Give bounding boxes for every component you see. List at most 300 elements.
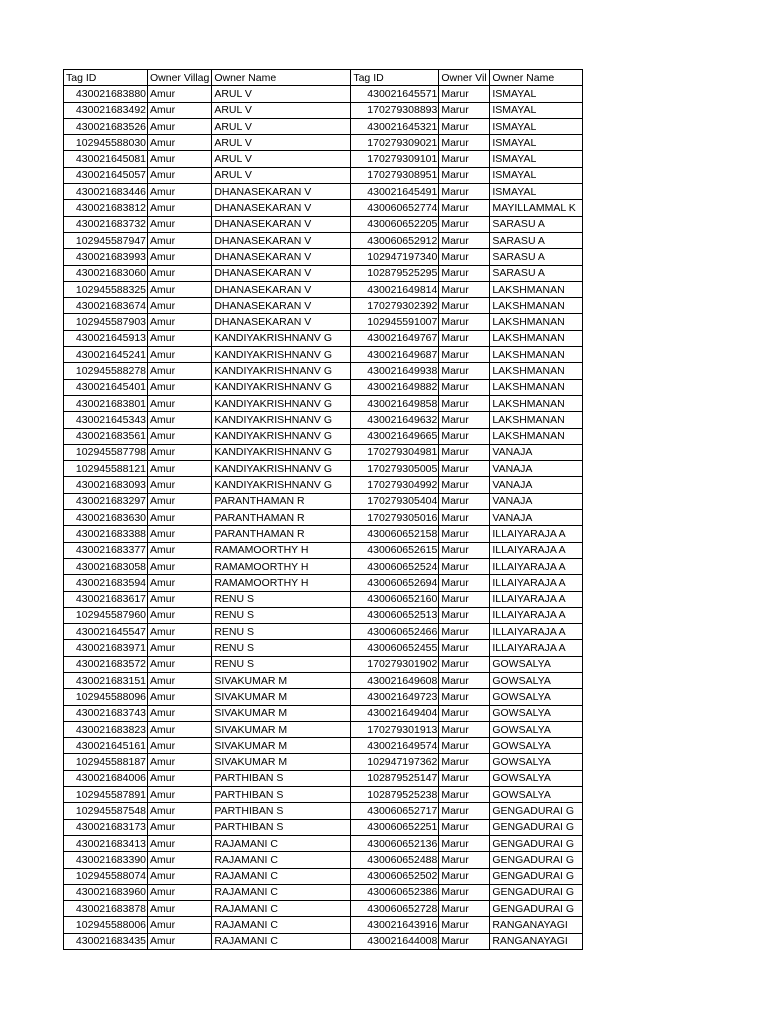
tag-id-cell: 430021649632 <box>351 412 439 428</box>
tag-id-cell: 430021644008 <box>351 933 439 949</box>
owner-village-cell: Amur <box>148 754 212 770</box>
owner-name-cell: ILLAIYARAJA A <box>490 542 583 558</box>
tag-id-cell: 430060652160 <box>351 591 439 607</box>
owner-village-cell: Marur <box>439 835 490 851</box>
tag-id-cell: 102945588187 <box>64 754 148 770</box>
owner-name-cell: KANDIYAKRISHNANV G <box>212 395 351 411</box>
owner-name-cell: KANDIYAKRISHNANV G <box>212 428 351 444</box>
owner-name-cell: SIVAKUMAR M <box>212 672 351 688</box>
owner-name-cell: ARUL V <box>212 151 351 167</box>
tag-id-cell: 430021645241 <box>64 347 148 363</box>
header-tag-id-2: Tag ID <box>351 70 439 86</box>
owner-name-cell: RENU S <box>212 656 351 672</box>
tag-id-cell: 102945587903 <box>64 314 148 330</box>
owner-name-cell: VANAJA <box>490 510 583 526</box>
owner-village-cell: Amur <box>148 640 212 656</box>
owner-name-cell: LAKSHMANAN <box>490 330 583 346</box>
tag-id-cell: 430021683743 <box>64 705 148 721</box>
owner-name-cell: SIVAKUMAR M <box>212 721 351 737</box>
owner-village-cell: Marur <box>439 493 490 509</box>
owner-village-cell: Marur <box>439 640 490 656</box>
owner-village-cell: Marur <box>439 461 490 477</box>
tag-owner-table <box>63 69 583 950</box>
tag-id-cell: 430021645571 <box>351 86 439 102</box>
tag-id-cell: 430060652136 <box>351 835 439 851</box>
owner-name-cell: DHANASEKARAN V <box>212 216 351 232</box>
tag-id-cell: 430060652524 <box>351 558 439 574</box>
owner-name-cell: DHANASEKARAN V <box>212 200 351 216</box>
header-owner-name-2: Owner Name <box>490 70 583 86</box>
tag-id-cell: 430021683058 <box>64 558 148 574</box>
owner-name-cell: KANDIYAKRISHNANV G <box>212 477 351 493</box>
tag-id-cell: 102879525295 <box>351 265 439 281</box>
owner-village-cell: Marur <box>439 901 490 917</box>
owner-village-cell: Amur <box>148 510 212 526</box>
owner-name-cell: ILLAIYARAJA A <box>490 624 583 640</box>
owner-name-cell: ILLAIYARAJA A <box>490 591 583 607</box>
owner-name-cell: KANDIYAKRISHNANV G <box>212 363 351 379</box>
tag-id-cell: 430021683390 <box>64 852 148 868</box>
table-row <box>64 754 583 770</box>
tag-id-cell: 430021684006 <box>64 770 148 786</box>
table-row <box>64 249 583 265</box>
owner-village-cell: Marur <box>439 249 490 265</box>
tag-id-cell: 170279305005 <box>351 461 439 477</box>
owner-name-cell: DHANASEKARAN V <box>212 249 351 265</box>
tag-id-cell: 430021649814 <box>351 281 439 297</box>
header-row <box>64 70 583 86</box>
owner-village-cell: Amur <box>148 868 212 884</box>
owner-name-cell: ISMAYAL <box>490 86 583 102</box>
owner-name-cell: SARASU A <box>490 216 583 232</box>
table-row <box>64 167 583 183</box>
tag-id-cell: 430060652251 <box>351 819 439 835</box>
owner-village-cell: Amur <box>148 216 212 232</box>
owner-name-cell: ISMAYAL <box>490 167 583 183</box>
owner-village-cell: Marur <box>439 933 490 949</box>
owner-name-cell: ILLAIYARAJA A <box>490 558 583 574</box>
owner-name-cell: ARUL V <box>212 167 351 183</box>
owner-name-cell: RAJAMANI C <box>212 933 351 949</box>
owner-name-cell: RENU S <box>212 591 351 607</box>
tag-id-cell: 430021645321 <box>351 118 439 134</box>
owner-village-cell: Marur <box>439 167 490 183</box>
tag-id-cell: 430021683801 <box>64 395 148 411</box>
owner-name-cell: GOWSALYA <box>490 656 583 672</box>
owner-village-cell: Marur <box>439 363 490 379</box>
tag-id-cell: 430021645057 <box>64 167 148 183</box>
owner-village-cell: Amur <box>148 575 212 591</box>
table-row <box>64 363 583 379</box>
owner-village-cell: Marur <box>439 265 490 281</box>
owner-village-cell: Marur <box>439 102 490 118</box>
table-row <box>64 395 583 411</box>
owner-village-cell: Marur <box>439 232 490 248</box>
table-row <box>64 672 583 688</box>
header-owner-village-2: Owner Vil <box>439 70 490 86</box>
tag-id-cell: 102945587798 <box>64 444 148 460</box>
table-row <box>64 461 583 477</box>
owner-name-cell: ARUL V <box>212 135 351 151</box>
owner-village-cell: Amur <box>148 656 212 672</box>
owner-village-cell: Marur <box>439 314 490 330</box>
owner-village-cell: Marur <box>439 200 490 216</box>
owner-village-cell: Amur <box>148 167 212 183</box>
owner-village-cell: Marur <box>439 607 490 623</box>
table-row <box>64 216 583 232</box>
tag-id-cell: 102945587960 <box>64 607 148 623</box>
owner-village-cell: Marur <box>439 575 490 591</box>
owner-village-cell: Amur <box>148 184 212 200</box>
owner-name-cell: DHANASEKARAN V <box>212 281 351 297</box>
owner-village-cell: Amur <box>148 395 212 411</box>
owner-village-cell: Marur <box>439 135 490 151</box>
owner-name-cell: KANDIYAKRISHNANV G <box>212 461 351 477</box>
table-row <box>64 542 583 558</box>
owner-name-cell: DHANASEKARAN V <box>212 314 351 330</box>
header-owner-village-1: Owner Villag <box>148 70 212 86</box>
owner-village-cell: Marur <box>439 624 490 640</box>
table-row <box>64 86 583 102</box>
table-row <box>64 444 583 460</box>
owner-name-cell: MAYILLAMMAL K <box>490 200 583 216</box>
table-row <box>64 575 583 591</box>
owner-village-cell: Marur <box>439 558 490 574</box>
owner-name-cell: GOWSALYA <box>490 770 583 786</box>
owner-name-cell: RAMAMOORTHY H <box>212 575 351 591</box>
owner-name-cell: GOWSALYA <box>490 738 583 754</box>
owner-name-cell: PARANTHAMAN R <box>212 510 351 526</box>
tag-id-cell: 102945588074 <box>64 868 148 884</box>
owner-name-cell: SIVAKUMAR M <box>212 705 351 721</box>
owner-village-cell: Marur <box>439 477 490 493</box>
tag-id-cell: 430021649665 <box>351 428 439 444</box>
owner-name-cell: GOWSALYA <box>490 787 583 803</box>
tag-id-cell: 102945588325 <box>64 281 148 297</box>
tag-id-cell: 430021683377 <box>64 542 148 558</box>
tag-id-cell: 430021683617 <box>64 591 148 607</box>
tag-id-cell: 102947197362 <box>351 754 439 770</box>
owner-name-cell: ARUL V <box>212 118 351 134</box>
owner-village-cell: Amur <box>148 428 212 444</box>
owner-village-cell: Marur <box>439 689 490 705</box>
owner-village-cell: Amur <box>148 102 212 118</box>
owner-village-cell: Amur <box>148 787 212 803</box>
tag-id-cell: 430021645401 <box>64 379 148 395</box>
owner-name-cell: PARTHIBAN S <box>212 787 351 803</box>
owner-village-cell: Amur <box>148 298 212 314</box>
table-row <box>64 314 583 330</box>
owner-name-cell: KANDIYAKRISHNANV G <box>212 379 351 395</box>
owner-name-cell: RAJAMANI C <box>212 852 351 868</box>
owner-name-cell: RANGANAYAGI <box>490 917 583 933</box>
tag-id-cell: 170279304981 <box>351 444 439 460</box>
tag-id-cell: 430021683993 <box>64 249 148 265</box>
tag-id-cell: 430021683561 <box>64 428 148 444</box>
header-tag-id-1: Tag ID <box>64 70 148 86</box>
owner-name-cell: RANGANAYAGI <box>490 933 583 949</box>
table-row <box>64 135 583 151</box>
owner-name-cell: VANAJA <box>490 444 583 460</box>
owner-village-cell: Amur <box>148 542 212 558</box>
owner-village-cell: Amur <box>148 151 212 167</box>
tag-id-cell: 430060652455 <box>351 640 439 656</box>
tag-id-cell: 430021683732 <box>64 216 148 232</box>
owner-village-cell: Marur <box>439 868 490 884</box>
tag-id-cell: 430060652615 <box>351 542 439 558</box>
owner-name-cell: GOWSALYA <box>490 754 583 770</box>
table-row <box>64 102 583 118</box>
owner-village-cell: Amur <box>148 86 212 102</box>
owner-village-cell: Amur <box>148 363 212 379</box>
owner-village-cell: Amur <box>148 917 212 933</box>
owner-name-cell: DHANASEKARAN V <box>212 232 351 248</box>
tag-id-cell: 170279308951 <box>351 167 439 183</box>
table-row <box>64 624 583 640</box>
owner-village-cell: Marur <box>439 184 490 200</box>
owner-name-cell: ILLAIYARAJA A <box>490 575 583 591</box>
tag-id-cell: 430021645161 <box>64 738 148 754</box>
tag-id-cell: 430021645491 <box>351 184 439 200</box>
tag-id-cell: 102945591007 <box>351 314 439 330</box>
owner-name-cell: PARTHIBAN S <box>212 770 351 786</box>
table-row <box>64 656 583 672</box>
tag-id-cell: 430021683960 <box>64 884 148 900</box>
table-row <box>64 787 583 803</box>
owner-village-cell: Amur <box>148 558 212 574</box>
tag-id-cell: 430060652513 <box>351 607 439 623</box>
owner-village-cell: Amur <box>148 249 212 265</box>
owner-village-cell: Marur <box>439 379 490 395</box>
table-row <box>64 721 583 737</box>
table-row <box>64 265 583 281</box>
table-row <box>64 412 583 428</box>
owner-name-cell: GOWSALYA <box>490 689 583 705</box>
tag-id-cell: 430060652694 <box>351 575 439 591</box>
tag-id-cell: 430021683446 <box>64 184 148 200</box>
owner-village-cell: Marur <box>439 803 490 819</box>
tag-id-cell: 430021649882 <box>351 379 439 395</box>
owner-name-cell: ISMAYAL <box>490 184 583 200</box>
table-row <box>64 151 583 167</box>
owner-village-cell: Amur <box>148 281 212 297</box>
tag-id-cell: 102945588030 <box>64 135 148 151</box>
owner-village-cell: Amur <box>148 689 212 705</box>
owner-name-cell: LAKSHMANAN <box>490 281 583 297</box>
table-row <box>64 917 583 933</box>
tag-id-cell: 170279305016 <box>351 510 439 526</box>
table-row <box>64 118 583 134</box>
owner-name-cell: KANDIYAKRISHNANV G <box>212 347 351 363</box>
owner-village-cell: Amur <box>148 135 212 151</box>
tag-id-cell: 430021683388 <box>64 526 148 542</box>
owner-village-cell: Amur <box>148 232 212 248</box>
owner-name-cell: PARTHIBAN S <box>212 803 351 819</box>
owner-name-cell: DHANASEKARAN V <box>212 184 351 200</box>
owner-name-cell: PARTHIBAN S <box>212 819 351 835</box>
owner-village-cell: Marur <box>439 395 490 411</box>
owner-name-cell: GOWSALYA <box>490 721 583 737</box>
tag-id-cell: 430021683674 <box>64 298 148 314</box>
owner-name-cell: KANDIYAKRISHNANV G <box>212 444 351 460</box>
tag-id-cell: 170279309101 <box>351 151 439 167</box>
tag-id-cell: 430060652774 <box>351 200 439 216</box>
tag-id-cell: 430021683572 <box>64 656 148 672</box>
owner-name-cell: GOWSALYA <box>490 672 583 688</box>
tag-id-cell: 430060652386 <box>351 884 439 900</box>
owner-name-cell: ARUL V <box>212 86 351 102</box>
owner-village-cell: Amur <box>148 379 212 395</box>
owner-village-cell: Marur <box>439 754 490 770</box>
owner-village-cell: Marur <box>439 118 490 134</box>
owner-name-cell: RENU S <box>212 640 351 656</box>
owner-name-cell: LAKSHMANAN <box>490 379 583 395</box>
owner-village-cell: Marur <box>439 672 490 688</box>
tag-id-cell: 170279305404 <box>351 493 439 509</box>
owner-name-cell: PARANTHAMAN R <box>212 526 351 542</box>
owner-name-cell: LAKSHMANAN <box>490 412 583 428</box>
owner-village-cell: Amur <box>148 265 212 281</box>
owner-village-cell: Marur <box>439 412 490 428</box>
owner-name-cell: RAMAMOORTHY H <box>212 558 351 574</box>
table-row <box>64 232 583 248</box>
table-row <box>64 428 583 444</box>
owner-name-cell: ARUL V <box>212 102 351 118</box>
tag-id-cell: 430060652466 <box>351 624 439 640</box>
tag-id-cell: 430060652717 <box>351 803 439 819</box>
owner-village-cell: Marur <box>439 591 490 607</box>
tag-id-cell: 430060652912 <box>351 232 439 248</box>
owner-village-cell: Marur <box>439 216 490 232</box>
table-row <box>64 200 583 216</box>
tag-id-cell: 170279304992 <box>351 477 439 493</box>
tag-id-cell: 430021643916 <box>351 917 439 933</box>
table-row <box>64 852 583 868</box>
tag-id-cell: 430060652728 <box>351 901 439 917</box>
tag-id-cell: 430021683630 <box>64 510 148 526</box>
owner-village-cell: Amur <box>148 672 212 688</box>
table-row <box>64 738 583 754</box>
table-row <box>64 884 583 900</box>
tag-id-cell: 430021645913 <box>64 330 148 346</box>
tag-id-cell: 102945587891 <box>64 787 148 803</box>
owner-village-cell: Marur <box>439 330 490 346</box>
owner-name-cell: SIVAKUMAR M <box>212 738 351 754</box>
owner-village-cell: Amur <box>148 314 212 330</box>
owner-village-cell: Amur <box>148 330 212 346</box>
owner-village-cell: Amur <box>148 461 212 477</box>
owner-name-cell: RAJAMANI C <box>212 884 351 900</box>
owner-name-cell: RAJAMANI C <box>212 868 351 884</box>
owner-village-cell: Amur <box>148 477 212 493</box>
table-row <box>64 184 583 200</box>
table-row <box>64 868 583 884</box>
owner-name-cell: RENU S <box>212 607 351 623</box>
owner-village-cell: Marur <box>439 298 490 314</box>
tag-id-cell: 170279301913 <box>351 721 439 737</box>
owner-name-cell: GOWSALYA <box>490 705 583 721</box>
tag-id-cell: 430021683060 <box>64 265 148 281</box>
owner-name-cell: SARASU A <box>490 232 583 248</box>
table-row <box>64 379 583 395</box>
tag-id-cell: 430021649858 <box>351 395 439 411</box>
tag-id-cell: 430021683435 <box>64 933 148 949</box>
owner-name-cell: ILLAIYARAJA A <box>490 607 583 623</box>
owner-name-cell: LAKSHMANAN <box>490 395 583 411</box>
owner-name-cell: GENGADURAI G <box>490 803 583 819</box>
owner-name-cell: RAJAMANI C <box>212 917 351 933</box>
owner-village-cell: Amur <box>148 493 212 509</box>
tag-id-cell: 102945587548 <box>64 803 148 819</box>
header-owner-name-1: Owner Name <box>212 70 351 86</box>
owner-village-cell: Marur <box>439 738 490 754</box>
owner-village-cell: Marur <box>439 428 490 444</box>
owner-village-cell: Amur <box>148 200 212 216</box>
table-row <box>64 835 583 851</box>
owner-name-cell: RAMAMOORTHY H <box>212 542 351 558</box>
tag-id-cell: 430021683492 <box>64 102 148 118</box>
table-row <box>64 330 583 346</box>
tag-id-cell: 430021683880 <box>64 86 148 102</box>
tag-id-cell: 102879525238 <box>351 787 439 803</box>
tag-id-cell: 102879525147 <box>351 770 439 786</box>
table-row <box>64 901 583 917</box>
table-row <box>64 526 583 542</box>
tag-id-cell: 430021683971 <box>64 640 148 656</box>
owner-village-cell: Amur <box>148 526 212 542</box>
table-row <box>64 640 583 656</box>
table-row <box>64 281 583 297</box>
tag-id-cell: 430021683526 <box>64 118 148 134</box>
table-row <box>64 510 583 526</box>
tag-id-cell: 430021645081 <box>64 151 148 167</box>
owner-name-cell: SARASU A <box>490 265 583 281</box>
tag-id-cell: 430021649404 <box>351 705 439 721</box>
owner-name-cell: RAJAMANI C <box>212 901 351 917</box>
owner-village-cell: Marur <box>439 347 490 363</box>
owner-name-cell: LAKSHMANAN <box>490 347 583 363</box>
owner-village-cell: Marur <box>439 542 490 558</box>
owner-village-cell: Amur <box>148 819 212 835</box>
table-row <box>64 933 583 949</box>
owner-village-cell: Amur <box>148 901 212 917</box>
owner-name-cell: GENGADURAI G <box>490 835 583 851</box>
tag-id-cell: 430021683093 <box>64 477 148 493</box>
table-row <box>64 803 583 819</box>
owner-village-cell: Marur <box>439 819 490 835</box>
owner-village-cell: Marur <box>439 281 490 297</box>
table-row <box>64 689 583 705</box>
tag-id-cell: 430021683413 <box>64 835 148 851</box>
owner-name-cell: LAKSHMANAN <box>490 314 583 330</box>
owner-village-cell: Marur <box>439 721 490 737</box>
owner-village-cell: Marur <box>439 852 490 868</box>
tag-id-cell: 430021645343 <box>64 412 148 428</box>
tag-id-cell: 430021645547 <box>64 624 148 640</box>
owner-name-cell: VANAJA <box>490 461 583 477</box>
owner-village-cell: Amur <box>148 591 212 607</box>
tag-id-cell: 170279309021 <box>351 135 439 151</box>
owner-village-cell: Amur <box>148 770 212 786</box>
owner-name-cell: SIVAKUMAR M <box>212 754 351 770</box>
owner-name-cell: ILLAIYARAJA A <box>490 526 583 542</box>
tag-id-cell: 430021683878 <box>64 901 148 917</box>
tag-id-cell: 170279301902 <box>351 656 439 672</box>
tag-id-cell: 430021649574 <box>351 738 439 754</box>
tag-id-cell: 170279308893 <box>351 102 439 118</box>
tag-id-cell: 102945587947 <box>64 232 148 248</box>
owner-name-cell: GENGADURAI G <box>490 868 583 884</box>
